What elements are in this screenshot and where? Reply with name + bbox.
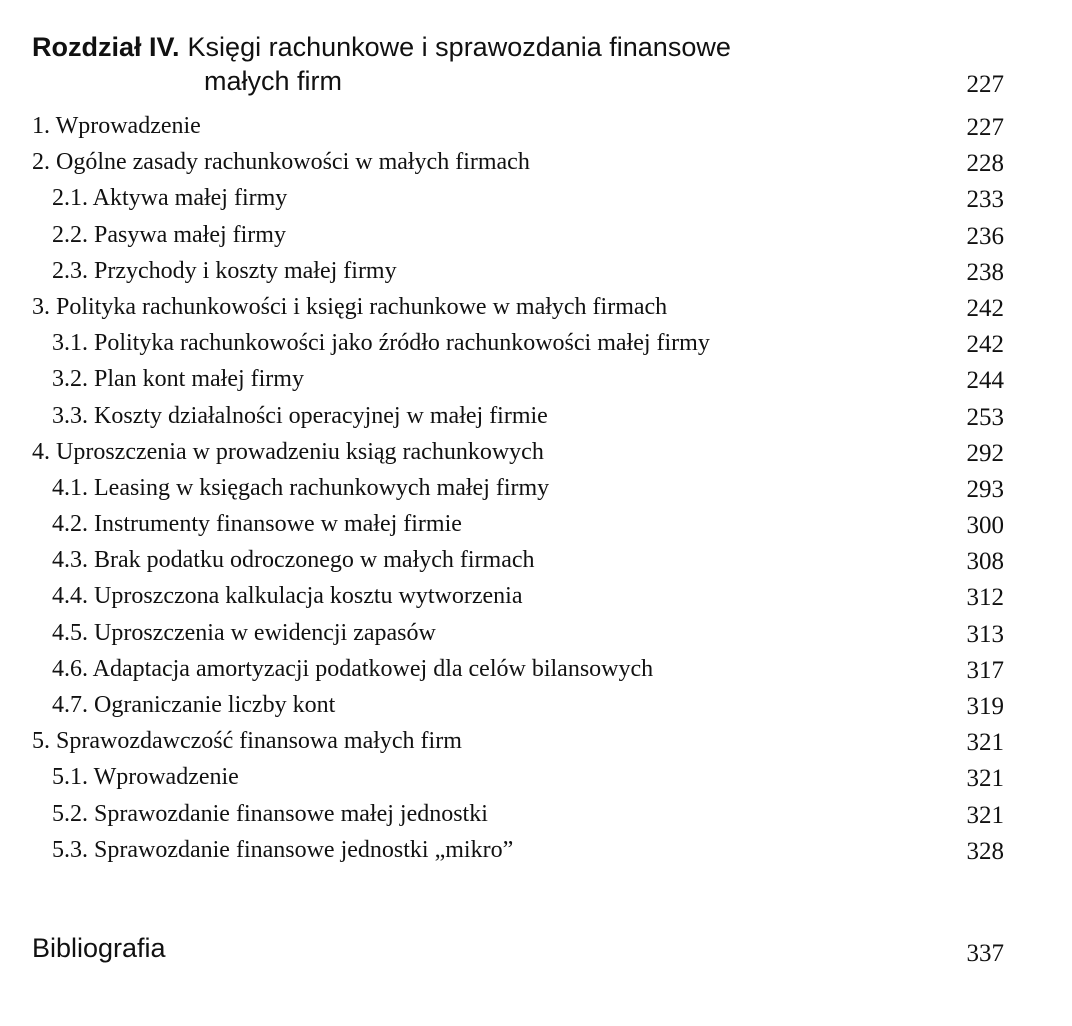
toc-subsection-row: [32, 217, 1004, 253]
toc-subsection-row: [32, 180, 1004, 216]
toc-entry-title: 4.5. Uproszczenia w ewidencji zapasów: [52, 619, 436, 646]
toc-section-row: [32, 108, 1004, 144]
toc-entry-title: 2.1. Aktywa małej firmy: [52, 185, 288, 212]
toc-entry-title: 3.3. Koszty działalności operacyjnej w małej firmie: [52, 402, 548, 429]
toc-page-number: 244: [966, 367, 1004, 395]
toc-subsection-row: [32, 687, 1004, 723]
toc-subsection-row: [32, 361, 1004, 397]
chapter-heading-line1: [32, 30, 1012, 64]
toc-entry-title: 4.2. Instrumenty finansowe w małej firmie: [52, 511, 462, 538]
toc-page-number: 242: [966, 331, 1004, 359]
toc-page-number: 238: [966, 258, 1004, 286]
toc-page-number: 293: [966, 475, 1004, 503]
chapter-heading-line2: [32, 64, 1012, 98]
toc-entry-title: 3. Polityka rachunkowości i księgi rachunkowe w małych firmach: [32, 293, 668, 320]
toc-entry-title: 4. Uproszczenia w prowadzeniu ksiąg rachunkowych: [32, 438, 544, 465]
toc-entry-title: 5.3. Sprawozdanie finansowe jednostki „mikro”: [52, 836, 514, 863]
toc-subsection-row: [32, 398, 1004, 434]
toc-subsection-row: [32, 506, 1004, 542]
toc-entry-title: 2.2. Pasywa małej firmy: [52, 221, 286, 248]
toc-entry-title: 5.2. Sprawozdanie finansowe małej jednostki: [52, 800, 488, 827]
chapter-label: Rozdział IV.: [32, 32, 180, 62]
toc-section-row: [32, 723, 1004, 759]
bibliography-entry: [32, 928, 1004, 968]
toc-entry-title: 5.1. Wprowadzenie: [52, 764, 239, 791]
toc-entry-title: 4.1. Leasing w księgach rachunkowych małej firmy: [52, 474, 550, 501]
toc-subsection-row: [32, 832, 1004, 868]
toc-subsection-row: [32, 615, 1004, 651]
toc-subsection-row: [32, 759, 1004, 795]
toc-page-number: 313: [966, 620, 1004, 648]
toc-subsection-row: [32, 253, 1004, 289]
chapter-page-number: 227: [966, 71, 1004, 98]
toc-page-number: 236: [966, 222, 1004, 250]
bibliography-title: Bibliografia: [32, 933, 166, 963]
toc-page-number: 321: [966, 801, 1004, 829]
toc-page-number: 319: [966, 693, 1004, 720]
toc-entry-title: 5. Sprawozdawczość finansowa małych firm: [32, 728, 462, 755]
toc-page-number: 253: [966, 403, 1004, 431]
toc-section-row: [32, 144, 1004, 180]
toc-section-row: [32, 434, 1004, 470]
chapter-title-line1: Księgi rachunkowe i sprawozdania finansowe: [187, 32, 731, 62]
toc-page-number: 292: [966, 439, 1004, 467]
toc-entry-title: 3.2. Plan kont małej firmy: [52, 366, 304, 393]
toc-page-number: 312: [966, 584, 1004, 612]
toc-entry-title: 4.7. Ograniczanie liczby kont: [52, 692, 336, 718]
toc-entry-title: 4.4. Uproszczona kalkulacja kosztu wytworzenia: [52, 583, 523, 610]
toc-subsection-row: [32, 578, 1004, 614]
table-of-contents: [32, 108, 1004, 868]
toc-entry-title: 2.3. Przychody i koszty małej firmy: [52, 257, 397, 284]
toc-subsection-row: [32, 796, 1004, 832]
toc-entry-title: 4.6. Adaptacja amortyzacji podatkowej dla celów bilansowych: [52, 655, 654, 682]
toc-page-number: 242: [966, 294, 1004, 322]
chapter-title-line2: małych firm: [204, 66, 343, 96]
toc-page-number: 228: [966, 150, 1004, 178]
toc-page-number: 328: [966, 837, 1004, 865]
toc-subsection-row: [32, 542, 1004, 578]
toc-subsection-row: [32, 325, 1004, 361]
toc-section-row: [32, 289, 1004, 325]
toc-page-number: 321: [966, 729, 1004, 757]
toc-entry-title: 1. Wprowadzenie: [32, 113, 201, 139]
toc-subsection-row: [32, 470, 1004, 506]
toc-entry-title: 3.1. Polityka rachunkowości jako źródło rachunkowości małej firmy: [52, 330, 710, 357]
toc-page-number: 308: [966, 548, 1004, 576]
toc-page-number: 233: [966, 186, 1004, 214]
chapter-heading: [32, 30, 1012, 98]
toc-page-number: 321: [966, 765, 1004, 793]
toc-page-number: 300: [966, 512, 1004, 540]
toc-entry-title: 4.3. Brak podatku odroczonego w małych firmach: [52, 547, 535, 574]
toc-entry-title: 2. Ogólne zasady rachunkowości w małych firmach: [32, 149, 530, 176]
toc-subsection-row: [32, 651, 1004, 687]
bibliography-page-number: 337: [966, 940, 1004, 967]
toc-page-number: 227: [966, 114, 1004, 141]
toc-page-number: 317: [966, 656, 1004, 684]
